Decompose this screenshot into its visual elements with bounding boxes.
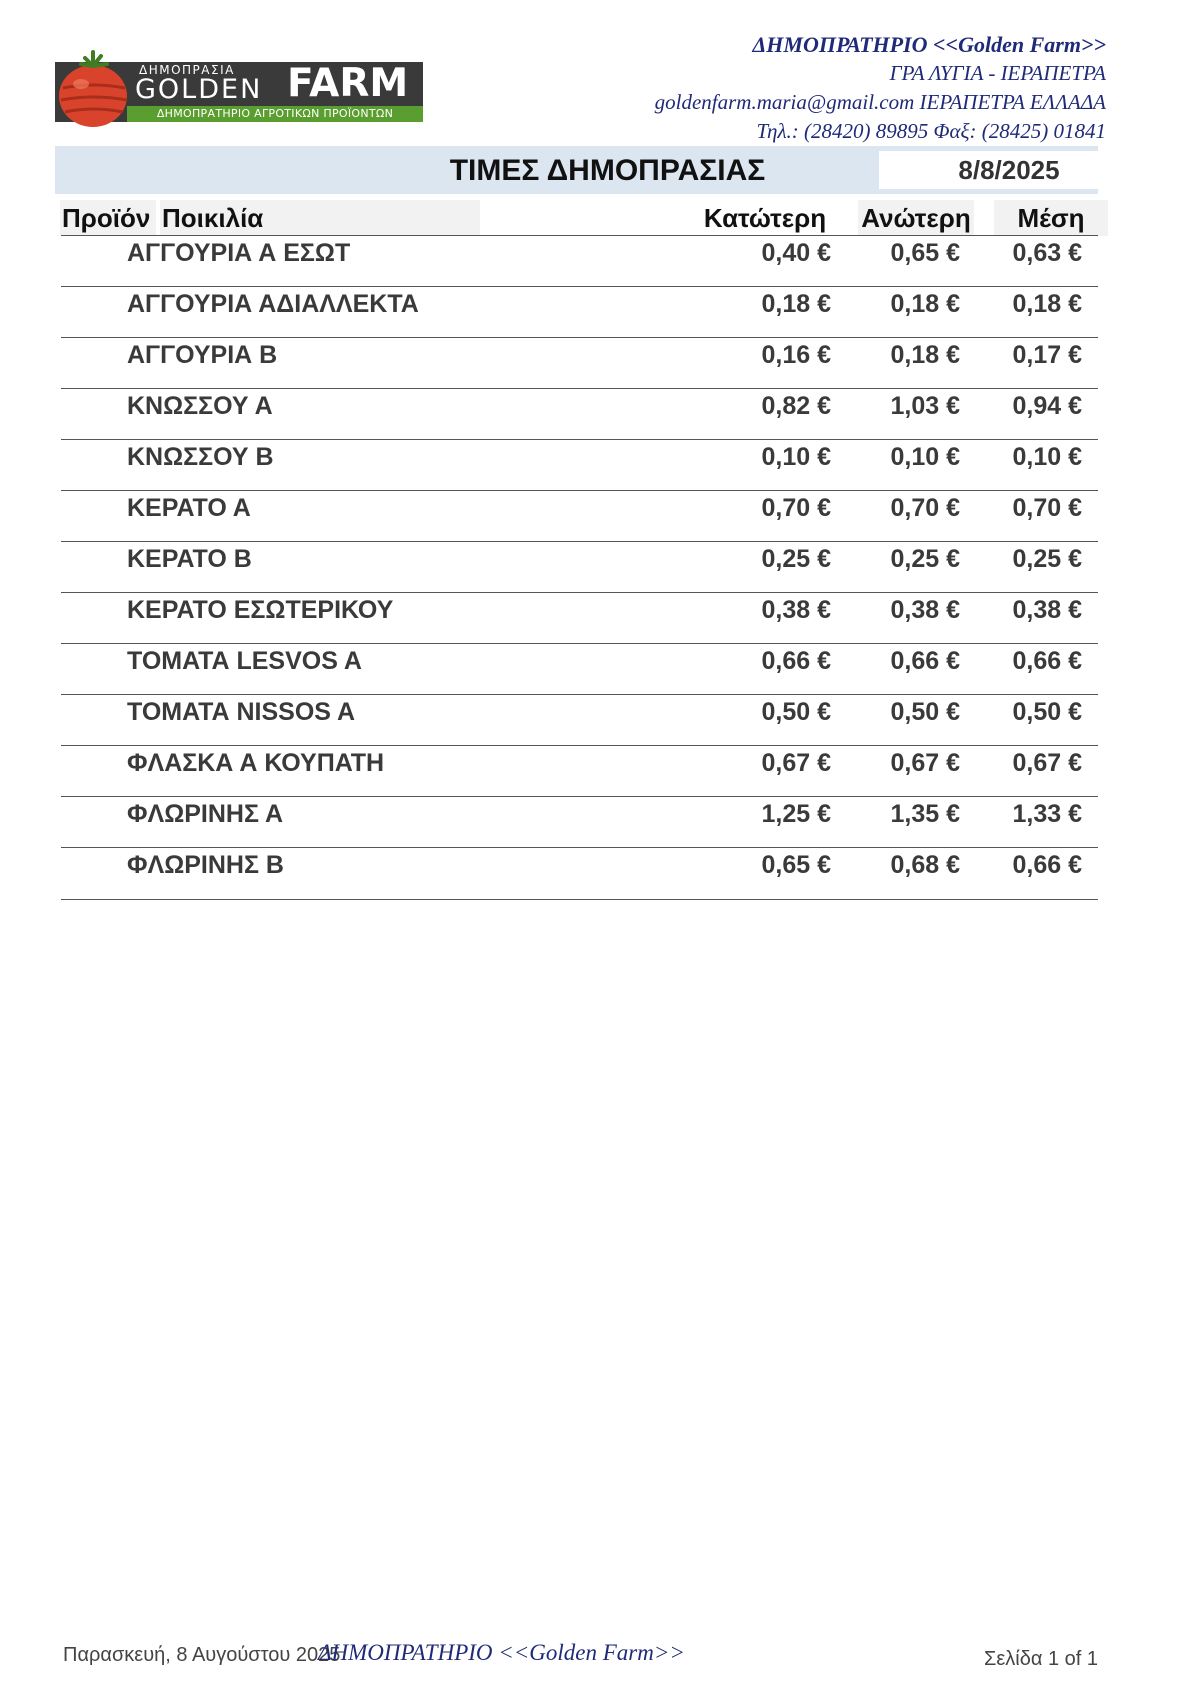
column-header-product: Προϊόν xyxy=(60,200,156,236)
title-band xyxy=(55,146,1098,194)
footer-date: Παρασκευή, 8 Αυγούστου 2025 xyxy=(63,1644,341,1666)
row-variety: ΦΛΑΣΚΑ Α ΚΟΥΠΑΤΗ xyxy=(127,749,385,777)
row-low-price: 0,25 € xyxy=(761,545,831,573)
table-row xyxy=(61,439,1098,490)
row-variety: ΑΓΓΟΥΡΙΑ Α ΕΣΩΤ xyxy=(127,239,351,267)
table-row xyxy=(61,643,1098,694)
column-header-variety: Ποικιλία xyxy=(160,200,480,236)
company-email: goldenfarm.maria@gmail.com ΙΕΡΑΠΕΤΡΑ ΕΛΛΑΔΑ xyxy=(654,90,1106,114)
row-high-price: 1,03 € xyxy=(890,392,960,420)
column-header-low: Κατώτερη xyxy=(703,203,827,233)
row-variety: ΚΕΡΑΤΟ ΕΣΩΤΕΡΙΚΟΥ xyxy=(127,596,394,624)
row-variety: ΚΝΩΣΣΟΥ Α xyxy=(127,392,273,420)
company-logo xyxy=(55,48,423,122)
row-high-price: 1,35 € xyxy=(890,800,960,828)
row-low-price: 0,66 € xyxy=(761,647,831,675)
contact-block xyxy=(655,30,1106,146)
footer-company: ΔΗΜΟΠΡΑΤΗΡΙΟ <<Golden Farm>> xyxy=(318,1640,685,1665)
row-high-price: 0,10 € xyxy=(890,443,960,471)
footer-page-number: Σελίδα 1 of 1 xyxy=(983,1648,1098,1670)
row-variety: ΑΓΓΟΥΡΙΑ Β xyxy=(127,341,278,369)
row-variety: ΦΛΩΡΙΝΗΣ Β xyxy=(127,851,284,879)
row-high-price: 0,70 € xyxy=(890,494,960,522)
table-row xyxy=(61,235,1098,286)
page-title: ΤΙΜΕΣ ΔΗΜΟΠΡΑΣΙΑΣ xyxy=(449,154,766,187)
row-avg-price: 0,25 € xyxy=(1012,545,1082,573)
table-row xyxy=(61,847,1098,900)
row-low-price: 0,18 € xyxy=(761,290,831,318)
row-low-price: 0,40 € xyxy=(761,239,831,267)
logo-small-text: ΔΗΜΟΠΡΑΣΙΑ xyxy=(139,63,235,77)
row-avg-price: 0,17 € xyxy=(1012,341,1082,369)
row-variety: ΚΕΡΑΤΟ Β xyxy=(127,545,252,573)
row-avg-price: 0,66 € xyxy=(1012,647,1082,675)
table-row xyxy=(61,337,1098,388)
table-row xyxy=(61,694,1098,745)
row-avg-price: 0,38 € xyxy=(1012,596,1082,624)
row-high-price: 0,18 € xyxy=(890,341,960,369)
table-row xyxy=(61,796,1098,847)
row-variety: ΚΝΩΣΣΟΥ Β xyxy=(127,443,274,471)
row-avg-price: 0,67 € xyxy=(1012,749,1082,777)
row-avg-price: 1,33 € xyxy=(1012,800,1082,828)
row-low-price: 1,25 € xyxy=(761,800,831,828)
logo-golden-text: GOLDEN xyxy=(135,74,263,105)
row-low-price: 0,16 € xyxy=(761,341,831,369)
row-low-price: 0,82 € xyxy=(761,392,831,420)
row-high-price: 0,66 € xyxy=(890,647,960,675)
row-variety: ΑΓΓΟΥΡΙΑ ΑΔΙΑΛΛΕΚΤΑ xyxy=(127,290,419,318)
row-avg-price: 0,66 € xyxy=(1012,851,1082,879)
auction-date: 8/8/2025 xyxy=(879,151,1139,189)
row-high-price: 0,50 € xyxy=(890,698,960,726)
row-high-price: 0,25 € xyxy=(890,545,960,573)
tomato-icon xyxy=(55,48,135,128)
row-high-price: 0,18 € xyxy=(890,290,960,318)
row-variety: ΤΟΜΑΤΑ NISSOS A xyxy=(127,698,356,726)
company-phones: Τηλ.: (28420) 89895 Φαξ: (28425) 01841 xyxy=(756,119,1106,143)
row-avg-price: 0,50 € xyxy=(1012,698,1082,726)
row-avg-price: 0,70 € xyxy=(1012,494,1082,522)
row-variety: ΚΕΡΑΤΟ Α xyxy=(127,494,251,522)
company-name: ΔΗΜΟΠΡΑΤΗΡΙΟ <<Golden Farm>> xyxy=(752,32,1106,57)
row-variety: ΤΟΜΑΤΑ LESVOS A xyxy=(127,647,362,675)
row-avg-price: 0,94 € xyxy=(1012,392,1082,420)
row-low-price: 0,10 € xyxy=(761,443,831,471)
logo-farm-text: FARM xyxy=(287,61,409,106)
row-high-price: 0,67 € xyxy=(890,749,960,777)
row-low-price: 0,50 € xyxy=(761,698,831,726)
table-row xyxy=(61,592,1098,643)
row-high-price: 0,38 € xyxy=(890,596,960,624)
column-header-avg: Μέση xyxy=(994,200,1108,236)
row-avg-price: 0,18 € xyxy=(1012,290,1082,318)
row-avg-price: 0,10 € xyxy=(1012,443,1082,471)
row-high-price: 0,68 € xyxy=(890,851,960,879)
logo-strip-text: ΔΗΜΟΠΡΑΤΗΡΙΟ ΑΓΡΟΤΙΚΩΝ ΠΡΟΪΟΝΤΩΝ xyxy=(127,106,423,122)
table-row xyxy=(61,388,1098,439)
row-low-price: 0,70 € xyxy=(761,494,831,522)
row-variety: ΦΛΩΡΙΝΗΣ Α xyxy=(127,800,284,828)
table-row xyxy=(61,745,1098,796)
row-low-price: 0,65 € xyxy=(761,851,831,879)
table-row xyxy=(61,490,1098,541)
column-header-high: Ανώτερη xyxy=(858,200,974,236)
row-low-price: 0,38 € xyxy=(761,596,831,624)
row-high-price: 0,65 € xyxy=(890,239,960,267)
company-address: ΓΡΑ ΛΥΓΙΑ - ΙΕΡΑΠΕΤΡΑ xyxy=(889,61,1106,85)
row-avg-price: 0,63 € xyxy=(1012,239,1082,267)
price-table xyxy=(61,235,1098,900)
row-low-price: 0,67 € xyxy=(761,749,831,777)
table-row xyxy=(61,541,1098,592)
table-row xyxy=(61,286,1098,337)
